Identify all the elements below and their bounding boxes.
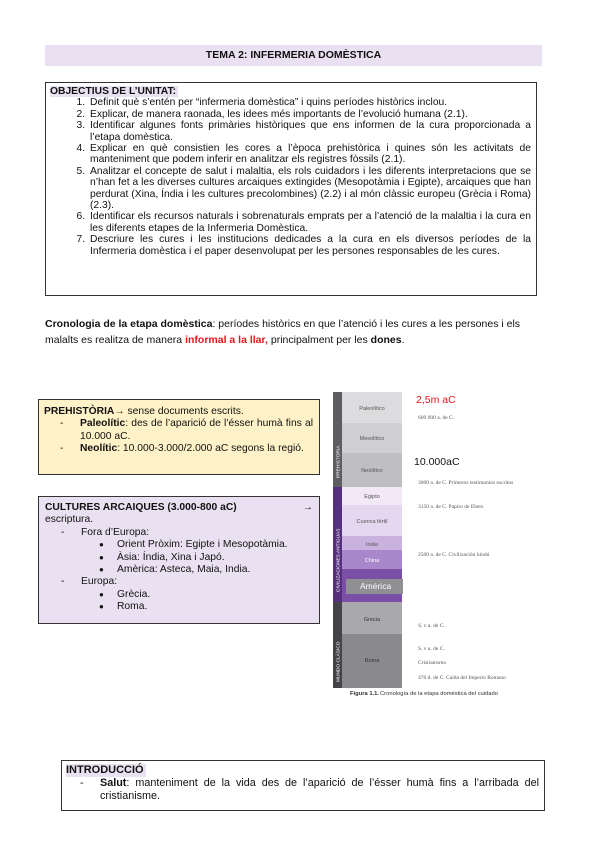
prehistory-heading: PREHISTÒRIA [44, 406, 115, 417]
arrow-icon: → [114, 406, 125, 417]
block-label: India [366, 542, 378, 548]
timeline-note: S. v a. de C. [418, 623, 445, 629]
list-item [78, 777, 539, 803]
sub-item: ● Amèrica: Asteca, Maia, India. [99, 564, 313, 576]
chronology-text: : períodes històrics en que l’atenció i les cures a les persones i els malalts es realitza de manera [45, 318, 521, 346]
objective-item: 5. Analitzar el concepte de salut i malaltia, els rols cuidadors i les diferents interpretacions que se n’han fet a les diverses cultures arcaiques extingides (Mesopotàmia i Egipte), arcaiques que han perdurat (Xina, Índia i les cultures precolombines) (2.2) i al món clàssic europeu (Grècia i Roma) (2.3). [88, 166, 531, 212]
figure-caption-number: Figura 1.1. [350, 691, 379, 697]
chronology-highlight: informal a la llar, [185, 333, 268, 346]
objective-item: 6. Identificar els recursos naturals i sobrenaturals emprats per a l’atenció de la malaltia i la cura en les diferents etapes de la Infermeria Domèstica. [88, 211, 531, 234]
timeline-note: 3000 a. de C. Primeros testimonios escritos [418, 480, 514, 486]
archaic-subtitle: escriptura. [45, 514, 94, 526]
chronology-text-2: principalment per les [267, 333, 371, 346]
introduction-heading: INTRODUCCIÓ [66, 764, 144, 776]
term: Salut [100, 777, 127, 790]
block-label: Paleolítico [359, 406, 385, 412]
sub-item: ● Orient Pròxim: Egipte i Mesopotàmia. [99, 539, 313, 551]
objectives-box [45, 82, 537, 296]
annotation-red: 2,5m aC [416, 394, 456, 406]
chronology-paragraph [45, 317, 545, 348]
side-label: MUNDO CLÁSICO [336, 641, 342, 682]
objectives-heading: OBJECTIUS DE L’UNITAT: [50, 86, 177, 97]
prehistory-list [44, 418, 313, 455]
block-label: América [360, 581, 392, 591]
sub-list [81, 539, 313, 576]
block-label: Cuenca fértil [356, 519, 388, 525]
annotation-big: 10.000aC [414, 456, 460, 468]
list-item [58, 443, 313, 455]
side-label: CIVILIZACIONES ANTIGUAS [336, 528, 342, 592]
region-label: Europa: [81, 576, 118, 588]
chronology-label: Cronologia de la etapa domèstica [45, 318, 213, 330]
block-label: Grecia [363, 617, 381, 623]
term: Paleolític [80, 418, 126, 430]
block-label: China [364, 558, 380, 564]
list-item [58, 418, 313, 443]
timeline-note: 2500 a. de C. Civilización hindú [418, 552, 490, 558]
term-text: : manteniment de la vida des de l’aparició de l’ésser humà fins a l’arribada del cristianisme. [100, 777, 539, 803]
sub-item: ● Grècia. [99, 589, 313, 601]
term: Neolític [80, 443, 118, 455]
objective-item: 4. Explicar en què consistien les cores a l’època prehistòrica i quines són les activitats de manteniment que podem inferir en analitzar els registres fòssils (2.1). [88, 143, 531, 166]
objective-item: 3. Identificar algunes fonts primàries històriques que ens informen de la cura proporcionada a l’etapa domèstica. [88, 120, 531, 143]
arrow-icon: → [302, 502, 313, 513]
sub-item: ● Roma. [99, 601, 313, 613]
archaic-heading: CULTURES ARCAIQUES (3.000-800 aC) [45, 502, 237, 513]
objective-item: 7. Descriure les cures i les institucions dedicades a la cura en els diversos períodes de la Infermeria domèstica i el paper desenvolupat per les persones responsables de les cures. [88, 234, 531, 257]
list-item [59, 527, 313, 577]
archaic-cultures-box [38, 496, 320, 624]
timeline-note: 3150 a. de C. Papiro de Ebers [418, 504, 484, 510]
term-text: : 10.000-3.000/2.000 aC segons la regió. [117, 443, 304, 455]
list-item [59, 576, 313, 613]
timeline-figure [330, 392, 562, 700]
timeline-note: S. v a. de C. [418, 646, 445, 652]
block-label: Mesolítico [359, 436, 385, 442]
timeline-note: 476 d. de C. Caída del Imperio Romano [418, 675, 506, 681]
timeline-note: 600 000 a. de C. [418, 415, 455, 421]
objective-item: 1. Definit què s’entén per “infermeria domèstica” i quins períodes històrics inclou. [88, 97, 531, 108]
introduction-list [66, 777, 539, 803]
block-label: Neolítico [361, 468, 383, 474]
introduction-box [61, 760, 545, 811]
objectives-list [50, 97, 531, 257]
page-title: TEMA 2: INFERMERIA DOMÈSTICA [45, 45, 542, 66]
region-label: Fora d’Europa: [81, 526, 150, 538]
block-label: Egipto [364, 494, 380, 500]
chronology-end: . [401, 333, 405, 346]
chronology-bold: dones [370, 333, 402, 346]
sub-item: ● Àsia: Índia, Xina i Japó. [99, 552, 313, 564]
block-label: Roma [364, 658, 380, 664]
archaic-list [45, 527, 313, 614]
figure-caption: Cronología de la etapa doméstica del cuidado [380, 691, 498, 697]
sub-list [81, 589, 313, 614]
prehistory-box [38, 399, 320, 475]
archaic-heading-row [45, 502, 313, 514]
term-text: : des de l’aparició de l’ésser humà fins al 10.000 aC. [80, 418, 313, 442]
objective-item: 2. Explicar, de manera raonada, les idees més importants de l’evolució humana (2.1). [88, 109, 531, 120]
side-label: PREHISTORIA [336, 445, 342, 478]
prehistory-subtitle: sense documents escrits. [124, 406, 244, 417]
timeline-note: Cristianismo [418, 660, 447, 666]
